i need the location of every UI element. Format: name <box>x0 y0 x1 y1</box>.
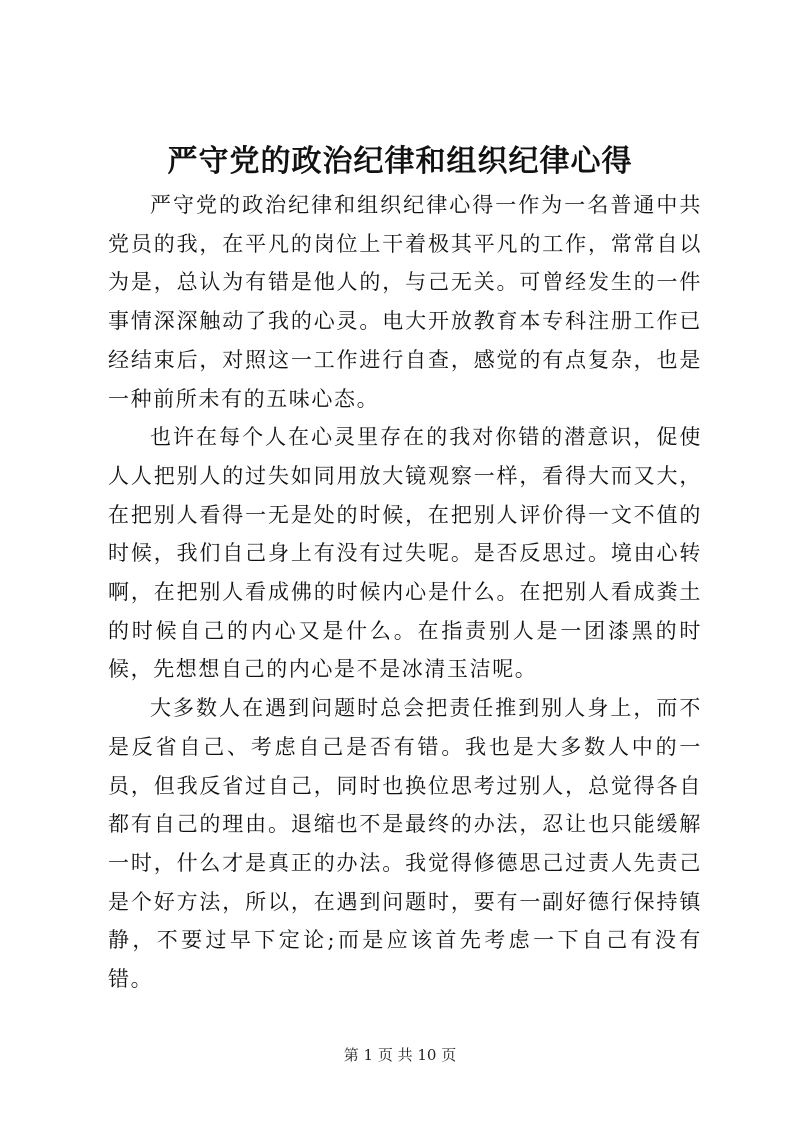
paragraph-2: 也许在每个人在心灵里存在的我对你错的潜意识，促使人人把别人的过失如同用放大镜观察一样，看得大而又大，在把别人看得一无是处的时候，在把别人评价得一文不值的时候，我们自己身上有没有过失呢。是否反思过。境由心转啊，在把别人看成佛的时候内心是什么。在把别人看成粪土的时候自己的内心又是什么。在指责别人是一团漆黑的时候，先想想自己的内心是不是冰清玉洁呢。 <box>108 425 702 682</box>
document-body <box>108 186 702 999</box>
paragraph-3: 大多数人在遇到问题时总会把责任推到别人身上，而不是反省自己、考虑自己是否有错。我也是大多数人中的一员，但我反省过自己，同时也换位思考过别人，总觉得各自都有自己的理由。退缩也不是最终的办法，忍让也只能缓解一时，什么才是真正的办法。我觉得修德思己过责人先责己是个好方法，所以，在遇到问题时，要有一副好德行保持镇静，不要过早下定论;而是应该首先考虑一下自己有没有错。 <box>108 696 702 992</box>
paragraph-1: 严守党的政治纪律和组织纪律心得一作为一名普通中共党员的我，在平凡的岗位上干着极其平凡的工作，常常自以为是，总认为有错是他人的，与己无关。可曾经发生的一件事情深深触动了我的心灵。电大开放教育本专科注册工作已经结束后，对照这一工作进行自查，感觉的有点复杂，也是一种前所未有的五味心态。 <box>108 193 702 411</box>
page-footer: 第 1 页 共 10 页 <box>343 1046 457 1064</box>
document-title: 严守党的政治纪律和组织纪律心得 <box>167 144 633 179</box>
